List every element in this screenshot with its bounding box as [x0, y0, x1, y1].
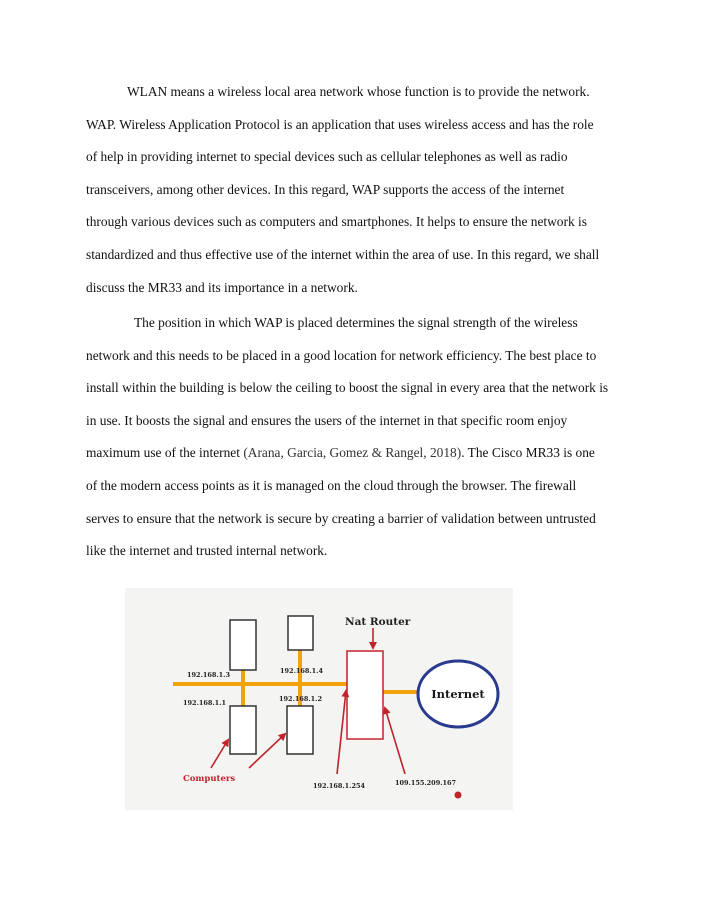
paragraph-1-line-1: WLAN means a wireless local area network whose function is to provide the network. — [127, 84, 590, 99]
label-computers: Computers — [183, 774, 236, 784]
paragraph-1-line-5: through various devices such as computers and smartphones. It helps to ensure the network is — [86, 214, 587, 230]
paragraph-2-line-5a: maximum use of the internet — [86, 445, 244, 461]
computer-box-1-1 — [230, 706, 256, 754]
nat-router-box — [347, 651, 383, 739]
paragraph-2-line-3: install within the building is below the ceiling to boost the signal in every area that the network is — [86, 380, 609, 396]
paragraph-2-line-2: network and this needs to be placed in a good location for network efficiency. The best place to — [86, 347, 597, 363]
paragraph-wap-position — [86, 307, 631, 568]
label-ip-router-lan: 192.168.1.254 — [313, 782, 366, 790]
paragraph-1-line-7: discuss the MR33 and its importance in a network. — [86, 279, 358, 295]
arrow-router-lan — [337, 691, 346, 774]
network-diagram-figure — [125, 588, 513, 810]
arrow-router-wan — [385, 708, 405, 774]
label-ip-1-1: 192.168.1.1 — [183, 699, 226, 707]
label-internet: Internet — [431, 687, 485, 701]
paragraph-2-line-5b: . The Cisco MR33 is one — [461, 445, 595, 461]
arrow-computer-1-1 — [211, 740, 228, 768]
citation: (Arana, Garcia, Gomez & Rangel, 2018) — [243, 445, 462, 461]
paragraph-2-line-8: like the internet and trusted internal network. — [86, 543, 328, 559]
label-ip-1-3: 192.168.1.3 — [187, 671, 230, 679]
paragraph-1-line-3: of help in providing internet to special devices such as cellular telephones as well as radio — [86, 149, 568, 165]
red-dot-marker — [455, 792, 462, 799]
computer-box-1-3 — [230, 620, 256, 670]
label-nat-router: Nat Router — [345, 616, 411, 628]
paragraph-1-line-6: standardized and thus effective use of the internet within the area of use. In this regard, we shall — [86, 246, 600, 262]
paragraph-2-line-7: serves to ensure that the network is secure by creating a barrier of validation between untrusted — [86, 510, 596, 526]
network-diagram — [125, 588, 513, 810]
paragraph-2-line-6: of the modern access points as it is managed on the cloud through the browser. The firewall — [86, 477, 577, 493]
label-ip-1-4: 192.168.1.4 — [280, 667, 323, 675]
label-ip-1-2: 192.168.1.2 — [279, 695, 322, 703]
computer-box-1-4 — [288, 616, 313, 650]
paragraph-2-line-4: in use. It boosts the signal and ensures the users of the internet in that specific room enjoy — [86, 412, 568, 428]
computer-box-1-2 — [287, 706, 313, 754]
label-ip-router-wan: 109.155.209.167 — [395, 779, 457, 787]
paragraph-2-line-1: The position in which WAP is placed determines the signal strength of the wireless — [134, 315, 578, 330]
paragraph-wlan-wap — [86, 76, 631, 304]
paragraph-1-line-4: transceivers, among other devices. In this regard, WAP supports the access of the internet — [86, 181, 565, 197]
paragraph-1-line-2: WAP. Wireless Application Protocol is an application that uses wireless access and has the role — [86, 116, 594, 132]
